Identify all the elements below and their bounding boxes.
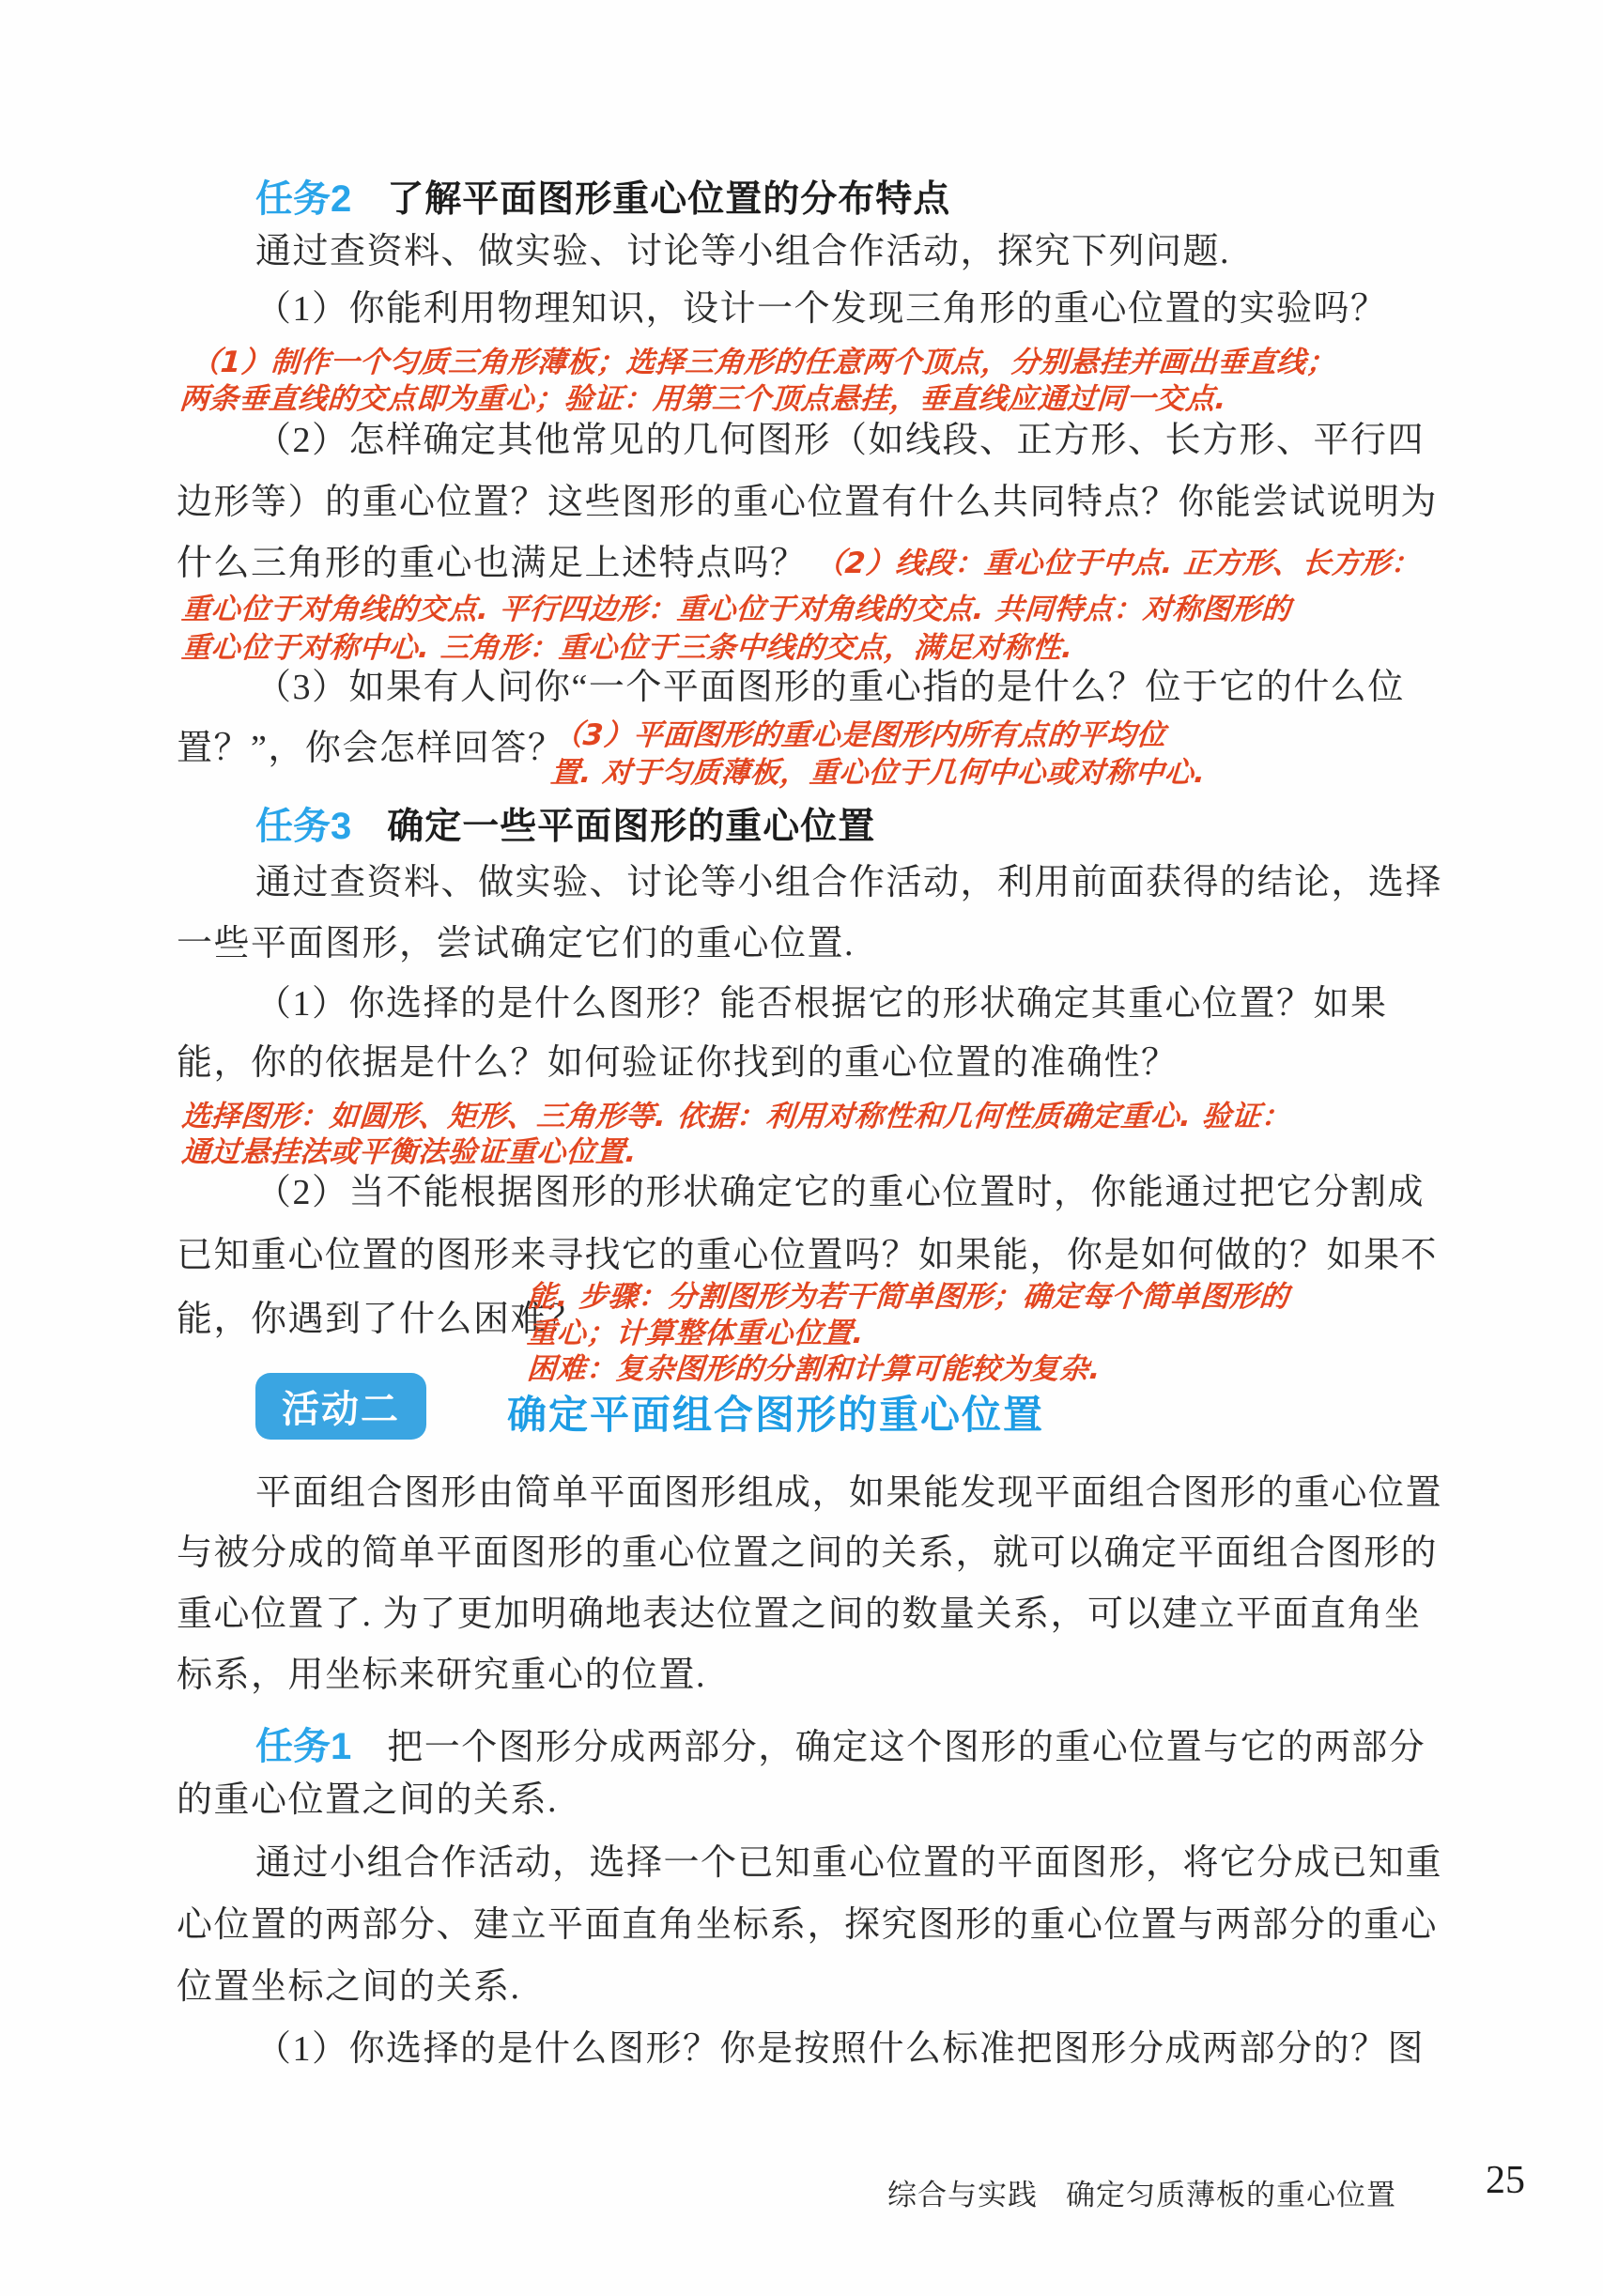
task2-label: 任务2 <box>255 178 352 220</box>
activity2-para-line4: 标系，用坐标来研究重心的位置. <box>177 1656 707 1695</box>
task3-q1-line2: 能，你的依据是什么？如何验证你找到的重心位置的准确性？ <box>177 1043 1179 1083</box>
task2-q2-answer-line3: 重心位于对称中心. 三角形：重心位于三条中线的交点，满足对称性. <box>180 631 1074 665</box>
footer-page-number: 25 <box>1486 2159 1525 2202</box>
task3-q2-answer-line3: 困难：复杂图形的分割和计算可能较为复杂. <box>526 1352 1102 1386</box>
task3-intro-line2: 一些平面图形，尝试确定它们的重心位置. <box>177 924 855 963</box>
task1-title-line1: 把一个图形分成两部分，确定这个图形的重心位置与它的两部分 <box>387 1728 1426 1767</box>
activity2-para-line1: 平面组合图形由简单平面图形组成，如果能发现平面组合图形的重心位置 <box>255 1473 1443 1513</box>
task1-para-line2: 心位置的两部分、建立平面直角坐标系，探究图形的重心位置与两部分的重心 <box>177 1905 1439 1945</box>
task3-q2-answer-line1: 能. 步骤：分割图形为若干简单图形；确定每个简单图形的 <box>526 1280 1290 1314</box>
task2-q2-answer-inline: （2）线段：重心位于中点. 正方形、长方形： <box>814 547 1422 580</box>
activity2-para-line3: 重心位置了. 为了更加明确地表达位置之间的数量关系，可以建立平面直角坐 <box>177 1595 1422 1634</box>
task1-title-line2: 的重心位置之间的关系. <box>177 1780 559 1820</box>
task3-q2-line3: 能，你遇到了什么困难？ <box>177 1300 585 1339</box>
task2-q2-line3: 什么三角形的重心也满足上述特点吗？ <box>177 544 808 583</box>
task2-q3-answer-line1: （3）平面图形的重心是图形内所有点的平均位 <box>552 718 1167 752</box>
footer-section: 综合与实践 <box>887 2179 1038 2211</box>
task3-title: 确定一些平面图形的重心位置 <box>387 807 876 847</box>
task2-intro: 通过查资料、做实验、讨论等小组合作活动，探究下列问题. <box>255 232 1231 271</box>
task1-label: 任务1 <box>255 1726 352 1767</box>
task1-para-line3: 位置坐标之间的关系. <box>177 1967 521 2007</box>
activity2-badge <box>255 1373 426 1440</box>
task2-q1: （1）你能利用物理知识，设计一个发现三角形的重心位置的实验吗？ <box>255 289 1388 329</box>
task3-label: 任务3 <box>255 806 352 847</box>
task2-q1-answer-line2: 两条垂直线的交点即为重心；验证：用第三个顶点悬挂，垂直线应通过同一交点. <box>178 382 1228 416</box>
task2-q3-answer-line2: 置. 对于匀质薄板，重心位于几何中心或对称中心. <box>549 756 1207 790</box>
task2-q3-line2: 置？”，你会怎样回答？ <box>177 729 565 768</box>
task2-q2-line1: （2）怎样确定其他常见的几何图形（如线段、正方形、长方形、平行四 <box>255 421 1426 460</box>
task2-heading <box>255 169 950 223</box>
task3-q2-line1: （2）当不能根据图形的形状确定它的重心位置时，你能通过把它分割成 <box>255 1173 1426 1212</box>
task3-q1-answer-line1: 选择图形：如圆形、矩形、三角形等. 依据：利用对称性和几何性质确定重心. 验证： <box>180 1100 1292 1133</box>
task2-q2-answer-line2: 重心位于对角线的交点. 平行四边形：重心位于对角线的交点. 共同特点：对称图形的 <box>180 593 1292 626</box>
task2-title: 了解平面图形重心位置的分布特点 <box>387 179 951 220</box>
task3-q1-line1: （1）你选择的是什么图形？能否根据它的形状确定其重心位置？如果 <box>255 984 1388 1024</box>
task3-intro-line1: 通过查资料、做实验、讨论等小组合作活动，利用前面获得的结论，选择 <box>255 863 1443 902</box>
activity2-para-line2: 与被分成的简单平面图形的重心位置之间的关系，就可以确定平面组合图形的 <box>177 1533 1439 1573</box>
task1-heading <box>255 1717 1426 1770</box>
task3-heading <box>255 796 875 850</box>
task2-q2-line2: 边形等）的重心位置？这些图形的重心位置有什么共同特点？你能尝试说明为 <box>177 483 1439 522</box>
task2-q1-answer-line1: （1）制作一个匀质三角形薄板；选择三角形的任意两个顶点，分别悬挂并画出垂直线； <box>190 346 1337 379</box>
task2-q3-line1: （3）如果有人问你“一个平面图形的重心指的是什么？位于它的什么位 <box>255 668 1405 707</box>
task1-q1: （1）你选择的是什么图形？你是按照什么标准把图形分成两部分的？图 <box>255 2029 1426 2069</box>
task3-q1-answer-line2: 通过悬挂法或平衡法验证重心位置. <box>180 1135 639 1169</box>
task1-para-line1: 通过小组合作活动，选择一个已知重心位置的平面图形，将它分成已知重 <box>255 1843 1443 1883</box>
activity2-title: 确定平面组合图形的重心位置 <box>507 1393 1045 1437</box>
task3-q2-line2: 已知重心位置的图形来寻找它的重心位置吗？如果能，你是如何做的？如果不 <box>177 1236 1439 1275</box>
footer-chapter: 确定匀质薄板的重心位置 <box>1066 2179 1396 2211</box>
activity2-badge-label: 活动二 <box>255 1373 426 1440</box>
task3-q2-answer-line2: 重心；计算整体重心位置. <box>526 1317 866 1350</box>
